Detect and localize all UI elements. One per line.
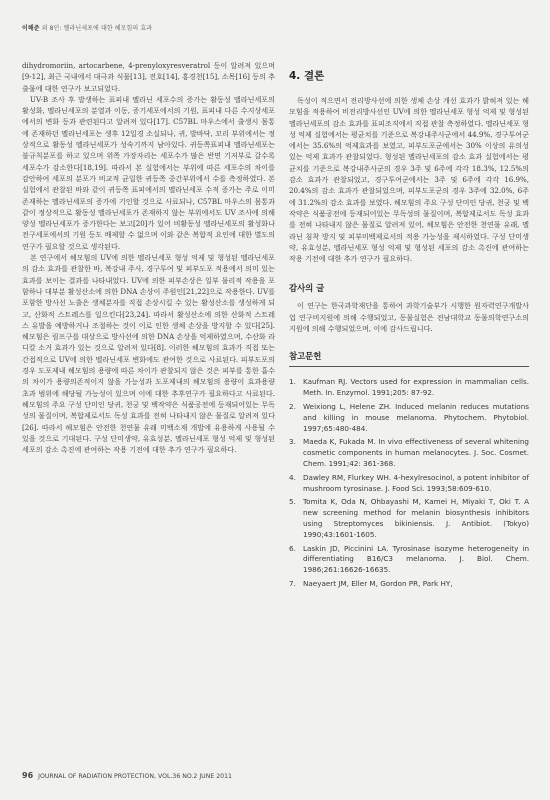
reference-number: 2. — [289, 401, 296, 411]
acknowledgement-paragraph: 이 연구는 한국과학재단을 통하여 과학기술부가 시행한 원자력연구개발사업 연구비지원에 의해 수행되었고, 동물실험은 전남대학교 동물의학연구소의 지원에 의해 수행되었으며, 이에 감사드립니다. — [289, 301, 529, 334]
reference-number: 4. — [289, 472, 296, 482]
reference-item — [289, 402, 529, 434]
reference-item — [289, 437, 529, 469]
reference-number: 1. — [289, 377, 296, 387]
reference-number: 6. — [289, 543, 296, 553]
reference-number: 5. — [289, 497, 296, 507]
conclusion-paragraph: 독성이 적으면서 전리방사선에 의한 생체 손상 개선 효과가 밝혀져 있는 헤모힘을 적용하여 비전리방사선인 UV에 의한 멜라닌세포 형성 억제 및 형성된 멜라닌세포의 감소 효과를 표피조직에서 직접 관찰 측정하였다. 멜라닌세포 형성 억제 실험에서는 평균치를 기준으로 복강내주사군에서 44.9%, 경구투여군에서는 35.6%의 억제효과를 보였고, 피부도포군에서는 30% 이상의 유의성 있는 억제 효과가 관찰되었다. 형성된 멜라닌세포의 감소 효과 실험에서는 평균치를 기준으로 복강내주사군의 경우 3주 및 6주에 각각 18.3%, 12.5%의 감소 효과가 관찰되었고, 경구투여군에서는 3주 및 6주에 각각 16.9%, 20.4%의 감소 효과가 관찰되었으며, 피부도포군의 경우 3주에 32.0%, 6주에 31.2%의 감소 효과를 보였다. 헤모힘의 주요 구성 단미인 당귀, 천궁 및 백작약은 식품공전에 등재되어있는 무독성의 물질이며, 복합제로서도 독성 효과를 전혀 나타내지 않은 물질로 알려져 있어, 헤모힘은 안전한 천연물 유래, 멜라닌 침착 방지 및 피부미백제로서의 적용 가능성을 제시하였다. 구성 단미생약, 유효성분, 멜라닌세포 형성 억제 및 형성된 세포의 감소 촉진에 관여하는 작용 기전에 대한 추가 연구가 필요하다. — [289, 96, 529, 264]
page-footer — [22, 771, 232, 780]
conclusion-heading: 4. 결론 — [289, 70, 325, 82]
reference-text: Maeda K, Fukada M. In vivo effectiveness of several whitening cosmetic components in human melanocytes. J. Soc. Cosmet. Chem. 1991;42: 361-368. — [303, 437, 529, 468]
body-paragraph-3: 본 연구에서 헤모힘의 UV에 의한 멜라닌세포 형성 억제 및 형성된 멜라닌세포의 감소 효과를 관찰한 바, 복강내 주사, 경구투여 및 피부도포 적용에서 의미 있는 효과를 보이는 결과를 나타내었다. UV에 의한 피부손상은 일부 물리적 작용을 포함하나 대부분 활성산소에 의한 DNA 손상이 주원인[21,22]으로 작용한다. UV를 포함한 방사선 노출은 생체분자를 직접 손상시킬 수 있는 활성산소를 생성하게 되고, 산화적 스트레스를 일으킨다[23,24]. 따라서 활성산소에 의한 산화적 스트레스 유발을 예방하거나 조절하는 것이 이로 인한 생체 손상을 방지할 수 있다[25]. 헤모힘은 림프구를 대상으로 방사선에 의한 DNA 손상을 억제하였으며, 수산화 라디칼 소거 효과가 있는 것으로 알려져 있다[8]. 이러한 헤모힘의 효과가 직접 또는 간접적으로 UV에 의한 멜라닌세포 변화에도 관여한 것으로 사료된다. 피부도포의 경우 도포제내 헤모힘의 용량에 따른 차이가 관찰되지 않은 것은 피부를 통한 흡수의 차이가 용량의존적이지 않을 가능성과 도포제내의 헤모힘의 용량이 효과용량 초과 범위에 해당될 가능성이 있으며 이에 대한 추후연구가 필요하다고 사료된다. 헤모힘의 주요 구성 단미인 당귀, 천궁 및 백작약은 식품공전에 등재되어있는 무독성의 물질이며, 복합제로서도 독성 효과를 전혀 나타내지 않은 물질로 알려져 있다[26]. 따라서 헤모힘은 안전한 천연물 유래 미백소재 개발에 유용하게 사용될 수 있을 것으로 기대된다. 구성 단미생약, 유효성분, 멜라닌세포 형성 억제 및 형성된 세포의 감소 촉진에 관여하는 작용 기전에 대한 추가 연구가 필요하다. — [22, 253, 275, 455]
page-number: 96 — [22, 771, 34, 780]
reference-text: Laskin JD, Piccinini LA. Tyrosinase isozyme heterogeneity in differentiating B16/C3 melanoma. J. Biol. Chem. 1986;261:16626-16635. — [303, 543, 529, 575]
reference-item — [289, 544, 529, 576]
reference-text: Kaufman RJ. Vectors used for expression in mammalian cells. Meth. In. Enzymol. 1991;205: 87-92. — [303, 377, 529, 398]
references-divider — [289, 366, 529, 367]
header-author: 이해준 — [22, 25, 40, 32]
right-column — [289, 60, 529, 593]
reference-item — [289, 377, 529, 399]
reference-number: 7. — [289, 578, 296, 588]
reference-item — [289, 579, 529, 590]
reference-text: Dawley RM, Flurkey WH. 4-hexylresocinol, a potent inhibitor of mushroom tyrosinase. J. Food Sci. 1993;58:609-610. — [303, 472, 529, 493]
reference-text: Tomita K, Oda N, Ohbayashi M, Kamei H, Miyaki T, Oki T. A new screening method for melanin biosynthesis inhibitors using Streptomyces bikiniensis. J. Antibiot. (Tokyo) 1990;43:1601-1605. — [303, 497, 529, 539]
acknowledgement-heading: 감사의 글 — [289, 283, 325, 294]
reference-item — [289, 473, 529, 495]
reference-item — [289, 497, 529, 540]
left-column — [22, 60, 275, 455]
reference-text: Weixiong L, Helene ZH. Induced melanin reduces mutations and killing in mouse melanoma. Phytochem. Phytobiol. 1997;65:480-484. — [303, 401, 529, 433]
reference-text: Naeyaert JM, Eller M, Gordon PR, Park HY, — [303, 578, 453, 588]
body-paragraph-1: dihydromoriin, artocarbene, 4-prenyloxyresveratrol 등이 알려져 있으며[9-12], 최근 국내에서 대극과 식물[13], 전호[14], 홍경천[15], 소목[16] 등의 추출물에 대한 연구가 보고되었다. — [22, 61, 275, 93]
references-heading: 참고문헌 — [289, 351, 322, 362]
header-title: 외 8인: 헬라닌세포에 대한 헤모힘의 효과 — [39, 25, 153, 32]
journal-name: JOURNAL OF RADIATION PROTECTION, VOL.36 NO.2 JUNE 2011 — [38, 773, 232, 780]
body-paragraph-2: UV-B 조사 후 발생하는 표피내 멜라닌 세포수의 증가는 활동성 멜라닌세포의 활성화, 멜라닌세포의 분열과 이동, 증기세포에서의 기원, 표피내 다른 수지상세포에서의 변화 등과 관련된다고 알려져 있다[17]. C57BL 마우스에서 출생시 몸통에 존재하던 멜라닌세포는 생후 12일경 소실되나, 귀, 발바닥, 꼬리 부위에서는 정상적으로 활동성 멜라닌세포가 성숙기까지 남아있다. 귀등쪽표피내 멜라닌세포는 불규칙분포를 하고 있으며 위쪽 가장자리는 세포수가 많은 반면 기저부로 갈수록 세포수가 감소한다[18,19]. 따라서 본 실험에서는 부위에 따른 세포수의 차이를 감안하여 세포의 분포가 비교적 균일한 귀등쪽 중간부위에서 수를 측정하였다. 본 실험에서 관찰된 바와 같이 귀등쪽 표피에서의 멜라닌세포 수적 증가는 주로 이미 존재하는 멜라닌세포의 증가에 기인할 것으로 사료되나, C57BL 마우스의 몸통과 같이 정상적으로 활동성 멜라닌세포가 존재하지 않는 부위에서도 UV 조사에 의해 양성 멜라닌세포가 증가한다는 보고[20]가 있어 비활동성 멜라닌세포의 활성화나 전구세포에서의 기원 등도 배제할 수 없으며 이와 같은 복합적 요인에 대한 별도의 연구가 필요할 것으로 생각된다. — [22, 94, 275, 251]
running-header — [22, 23, 152, 32]
reference-number: 3. — [289, 437, 296, 447]
